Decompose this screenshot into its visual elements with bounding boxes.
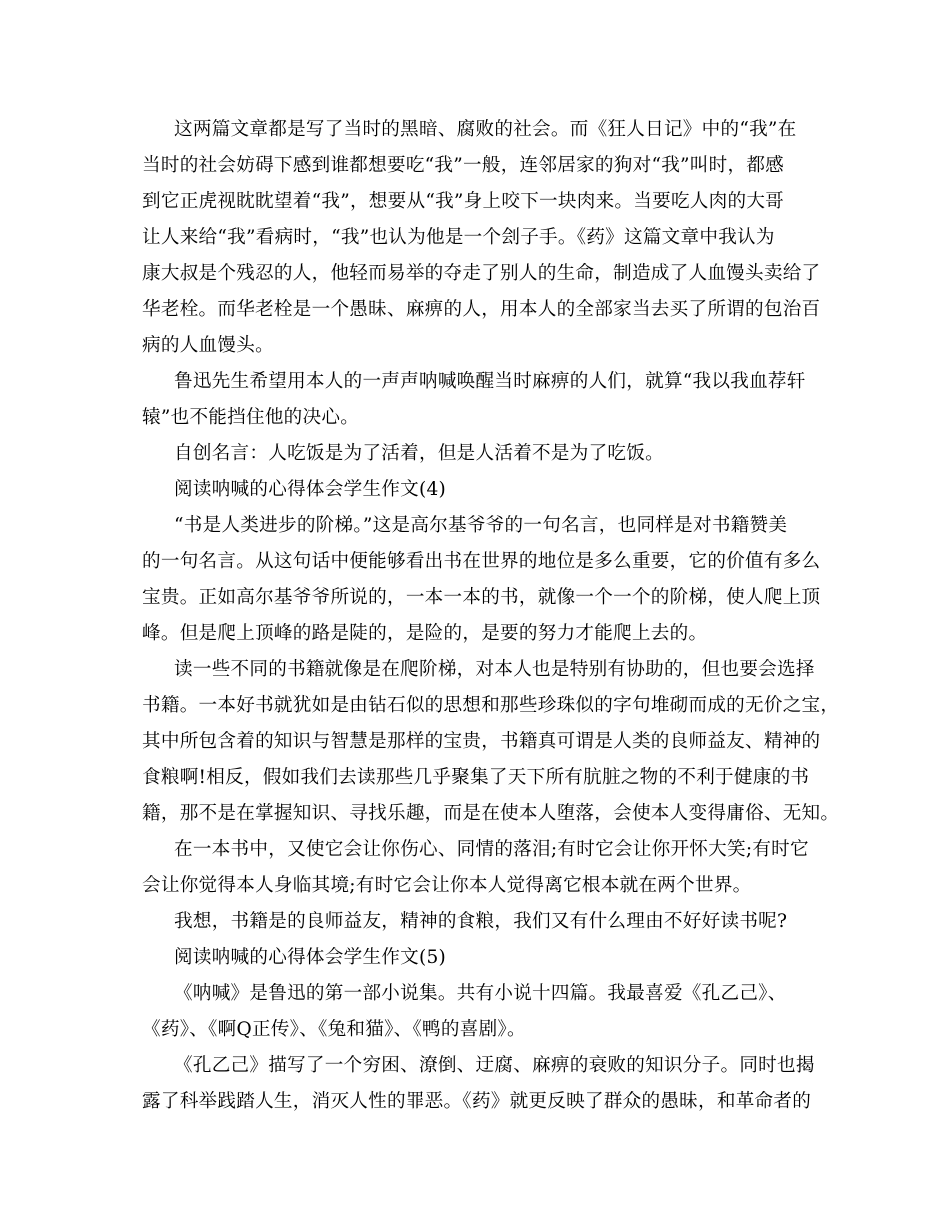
text-line: 露了科举践踏人生，消灭人性的罪恶。《药》就更反映了群众的愚昧，和革命者的 [142, 1091, 812, 1112]
text-line: 读一些不同的书籍就像是在爬阶梯，对本人也是特别有协助的，但也要会选择 [174, 659, 815, 680]
text-line: “书是人类进步的阶梯。”这是高尔基爷爷的一句名言，也同样是对书籍赞美 [174, 515, 788, 536]
text-line: 食粮啊!相反，假如我们去读那些几乎聚集了天下所有肮脏之物的不利于健康的书 [142, 767, 810, 788]
text-line: 康大叔是个残忍的人，他轻而易举的夺走了别人的生命，制造成了人血馒头卖给了 [142, 263, 821, 284]
text-line: 病的人血馒头。 [142, 335, 274, 356]
text-line: 籍，那不是在掌握知识、寻找乐趣，而是在使本人堕落，会使本人变得庸俗、无知。 [142, 803, 840, 824]
text-line: 这两篇文章都是写了当时的黑暗、腐败的社会。而《狂人日记》中的“我”在 [174, 119, 797, 140]
text-line: 华老栓。而华老栓是一个愚昧、麻痹的人，用本人的全部家当去买了所谓的包治百 [142, 299, 821, 320]
text-line: 宝贵。正如高尔基爷爷所说的，一本一本的书，就像一个一个的阶梯，使人爬上顶 [142, 587, 821, 608]
text-line: 鲁迅先生希望用本人的一声声呐喊唤醒当时麻痹的人们，就算“我以我血荐轩 [174, 371, 806, 392]
text-line: 《孔乙己》描写了一个穷困、潦倒、迂腐、麻痹的衰败的知识分子。同时也揭 [174, 1055, 815, 1076]
text-line: 让人来给“我”看病时，“我”也认为他是一个刽子手。《药》这篇文章中我认为 [142, 227, 775, 248]
section-heading: 阅读呐喊的心得体会学生作文(5) [174, 947, 447, 968]
text-line: 峰。但是爬上顶峰的路是陡的，是险的，是要的努力才能爬上去的。 [142, 623, 708, 644]
text-line: 书籍。一本好书就犹如是由钻石似的思想和那些珍珠似的字句堆砌而成的无价之宝， [142, 695, 840, 716]
text-line: 的一句名言。从这句话中便能够看出书在世界的地位是多么重要，它的价值有多么 [142, 551, 821, 572]
section-heading: 阅读呐喊的心得体会学生作文(4) [174, 479, 447, 500]
text-line: 我想，书籍是的良师益友，精神的食粮，我们又有什么理由不好好读书呢? [174, 911, 788, 932]
text-line: 会让你觉得本人身临其境;有时它会让你本人觉得离它根本就在两个世界。 [142, 875, 752, 896]
text-line: 《呐喊》是鲁迅的第一部小说集。共有小说十四篇。我最喜爱《孔乙己》、 [174, 983, 787, 1004]
text-line: 在一本书中，又使它会让你伤心、同情的落泪;有时它会让你开怀大笑;有时它 [174, 839, 809, 860]
text-line: 当时的社会妨碍下感到谁都想要吃“我”一般，连邻居家的狗对“我”叫时，都感 [142, 155, 785, 176]
text-line: 自创名言：人吃饭是为了活着，但是人活着不是为了吃饭。 [174, 443, 664, 464]
text-line: 辕”也不能挡住他的决心。 [142, 407, 360, 428]
text-line: 《药》、《啊Q正传》、《兔和猫》、《鸭的喜剧》。 [142, 1019, 526, 1040]
text-line: 其中所包含着的知识与智慧是那样的宝贵，书籍真可谓是人类的良师益友、精神的 [142, 731, 821, 752]
text-line: 到它正虎视眈眈望着“我”，想要从“我”身上咬下一块肉来。当要吃人肉的大哥 [142, 191, 785, 212]
